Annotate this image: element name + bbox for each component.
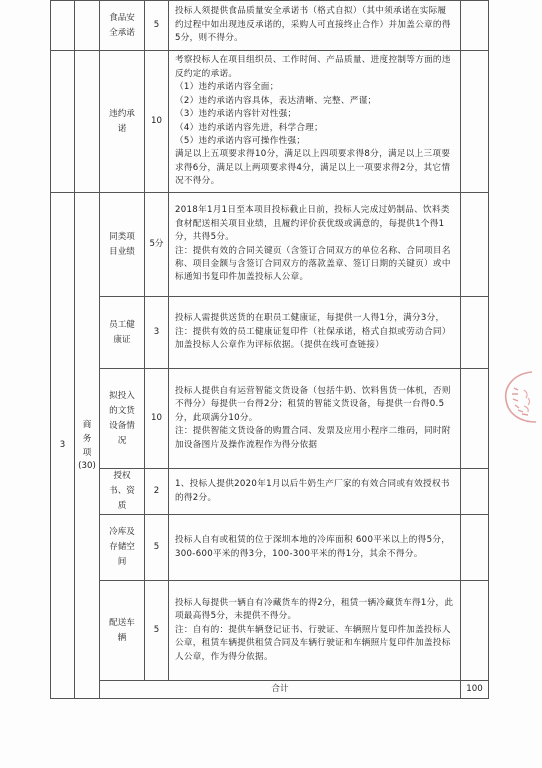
criterion-name-cell <box>100 581 145 681</box>
criterion-name: 员工健康证 <box>109 319 135 345</box>
description-line: 投标人自有或租赁的位于深圳本地的冷库面积 600平米以上的得5分，300-600平米的得3分，100-300平米的得1分，其余不得分。 <box>175 535 451 559</box>
seal-stamp-icon <box>502 368 540 426</box>
remarks-cell <box>461 469 489 515</box>
table-row <box>51 469 489 515</box>
description-line: 注：自有的：提供车辆登记证书、行驶证、车辆照片复印件加盖投标人公章，租赁车辆提供租赁合同及车辆行驶证和车辆照片复印件加盖投标人公章，作为得分依据。 <box>175 624 451 662</box>
description-line: （2）违约承诺内容具体，表达清晰、完整、严谨； <box>175 95 377 106</box>
criterion-points: 2 <box>145 469 169 515</box>
description-line: 注：提供有效的员工健康证复印件（社保承诺，格式自拟或劳动合同）加盖投标人公章作为评标依据。（提供在线可查链接） <box>175 326 451 351</box>
criterion-description <box>169 581 461 681</box>
criterion-name: 配送车辆 <box>109 617 135 643</box>
criterion-name-cell <box>100 193 145 297</box>
section-category-points: (30) <box>78 461 96 471</box>
table-row <box>51 51 489 193</box>
table-row <box>51 297 489 369</box>
table-row <box>51 515 489 581</box>
total-points: 100 <box>461 681 489 699</box>
criterion-description <box>169 51 461 193</box>
remarks-cell <box>461 581 489 681</box>
description-line: 投标人提供自有运营智能文货设备（包括牛奶、饮料售货一体机，否则不得分）每提供一台得2分；租赁的智能文货设备，每提供一台得0.5分，此项满分10分。 <box>175 385 451 423</box>
description-line: （1）违约承诺内容全面； <box>175 82 279 93</box>
criterion-description <box>169 1 461 51</box>
table-row <box>51 193 489 297</box>
criterion-name: 授权书、资质 <box>109 471 135 511</box>
total-row <box>51 681 489 699</box>
index-cell-empty <box>51 51 75 193</box>
criterion-name-cell <box>100 297 145 369</box>
remarks-cell <box>461 369 489 469</box>
category-cell-empty <box>75 1 100 51</box>
description-line: 2018年1月1日至本项目投标截止日前，投标人完成过奶制品、饮料类食材配送相关项目业绩，且履约评价获优级或满意的，每提供1个得1分，共得5分。 <box>175 205 450 243</box>
remarks-cell <box>461 51 489 193</box>
category-cell-empty <box>75 51 100 193</box>
remarks-cell <box>461 1 489 51</box>
criterion-points: 5 <box>145 581 169 681</box>
total-label: 合计 <box>100 681 461 699</box>
section-category-cell <box>75 193 100 699</box>
criterion-name-cell <box>100 51 145 193</box>
criterion-name-cell <box>100 515 145 581</box>
criterion-points: 3 <box>145 297 169 369</box>
criterion-description <box>169 469 461 515</box>
criterion-points: 5分 <box>145 193 169 297</box>
criterion-description <box>169 297 461 369</box>
description-line: 投标人须提供食品质量安全承诺书（格式自拟）（其中须承诺在实际履约过程中如出现违反承诺的，采购人可直接终止合作）并加盖公章的得5分，则不得分。 <box>175 6 451 44</box>
criterion-name: 同类项目业绩 <box>109 231 135 257</box>
remarks-cell <box>461 193 489 297</box>
criterion-name: 冷库及存储空间 <box>109 527 135 567</box>
criterion-name: 拟投入的文货设备情况 <box>109 390 135 446</box>
description-line: 注：提供有效的合同关键页（含签订合同双方的单位名称、合同项目名称、项目金额与含签订合同双方的落款盖章、签订日期的关键页）或中标通知书复印件加盖投标人公章。 <box>175 245 451 283</box>
section-category: 商务项 <box>82 419 92 458</box>
criterion-description <box>169 369 461 469</box>
remarks-cell <box>461 297 489 369</box>
criterion-points: 10 <box>145 51 169 193</box>
description-line: 满足以上五项要求得10分，满足以上四项要求得8分，满足以上三项要求得6分，满足以上两项要求得4分，满足以上一项要求得2分，其它情况不得分。 <box>175 149 451 187</box>
remarks-cell <box>461 515 489 581</box>
table-row <box>51 369 489 469</box>
criterion-name: 食品安全承诺 <box>109 12 135 38</box>
criterion-name: 违约承诺 <box>109 108 135 134</box>
table-row <box>51 581 489 681</box>
description-line: 考察投标人在项目组织员、工作时间、产品质量、进度控制等方面的违反约定的承诺。 <box>175 55 451 79</box>
table-row <box>51 1 489 51</box>
description-line: 注：提供智能文货设备的购置合同、发票及应用小程序二维码，同时附加设备图片及操作流程作为得分依据 <box>175 426 451 450</box>
criterion-name-cell <box>100 469 145 515</box>
description-line: （5）违约承诺内容可操作性强； <box>175 135 306 146</box>
criterion-points: 10 <box>145 369 169 469</box>
criterion-name-cell <box>100 1 145 51</box>
description-line: （3）违约承诺内容针对性强； <box>175 109 297 120</box>
criterion-description <box>169 193 461 297</box>
description-line: 投标人每提供一辆自有冷藏货车的得2分，租赁一辆冷藏货车得1分，此项最高得5分，未提供不得分。 <box>175 597 454 622</box>
criterion-name-cell <box>100 369 145 469</box>
section-index: 3 <box>59 439 66 450</box>
index-cell-empty <box>51 1 75 51</box>
description-line: 投标人需提供送货的在职员工健康证，每提供一人得1分，满分3分， <box>175 313 445 324</box>
description-line: （4）违约承诺内容先进，科学合理； <box>175 122 324 133</box>
criterion-description <box>169 515 461 581</box>
scoring-table <box>50 0 489 699</box>
description-line: 1、投标人提供2020年1月以后牛奶生产厂家的有效合同或有效授权书的得2分。 <box>175 479 450 503</box>
criterion-points: 5 <box>145 515 169 581</box>
criterion-points: 5 <box>145 1 169 51</box>
section-index-cell <box>51 193 75 699</box>
